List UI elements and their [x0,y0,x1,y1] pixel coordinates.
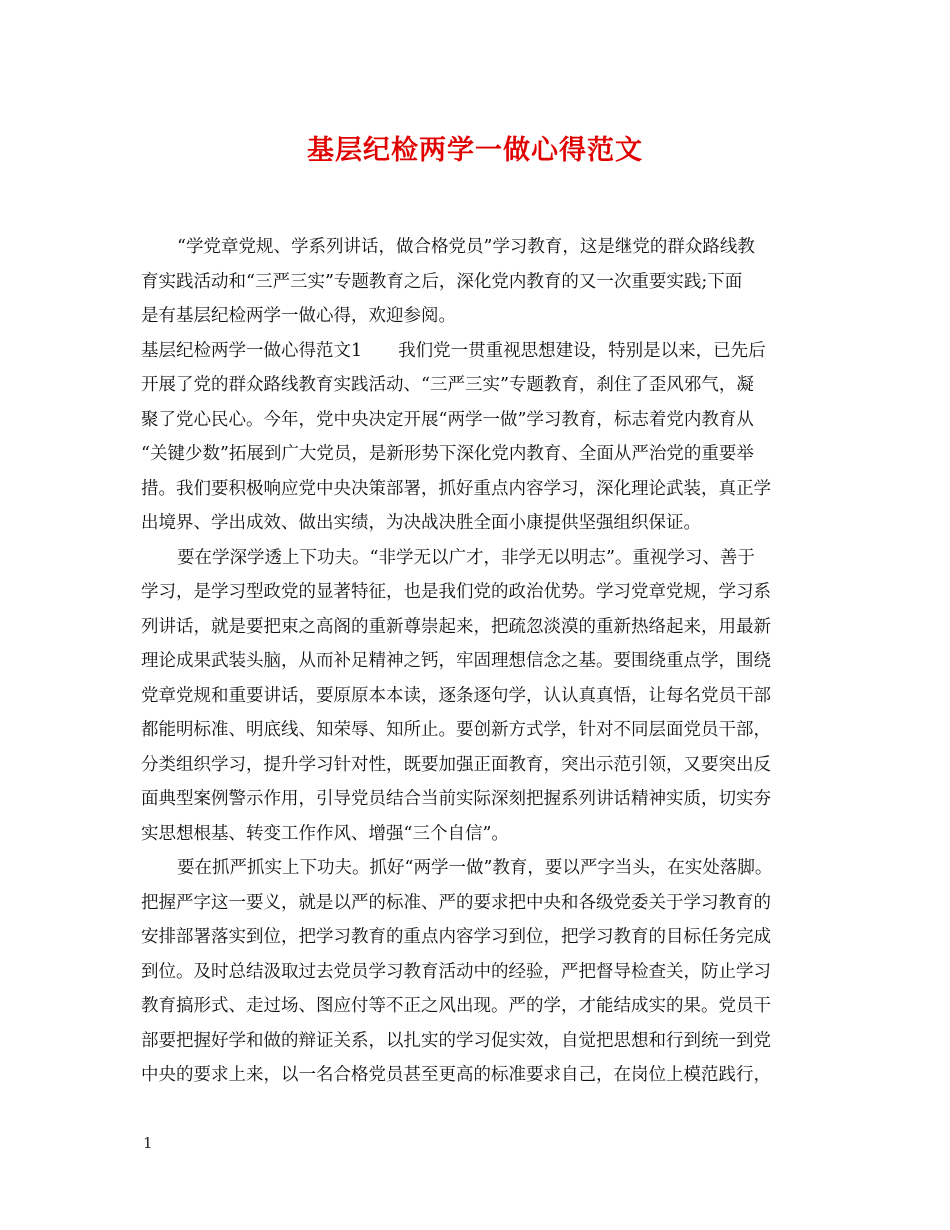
text-line: 中央的要求上来，以一名合格党员甚至更高的标准要求自己，在岗位上模范践行， [141,1065,771,1085]
document-body [141,230,841,1093]
text-line: 出境界、学出成效、做出实绩，为决战决胜全面小康提供坚强组织保证。 [141,513,701,533]
text-line: “关键少数”拓展到广大党员，是新形势下深化党内教育、全面从严治党的重要举 [141,444,754,464]
text-line: 教育搞形式、走过场、图应付等不正之风出现。严的学，才能结成实的果。党员干 [141,996,771,1016]
text-line: 要在学深学透上下功夫。“非学无以广才，非学无以明志”。重视学习、善于 [177,547,755,568]
text-line: 列讲话，就是要把束之高阁的重新尊崇起来，把疏忽淡漠的重新热络起来，用最新 [141,616,771,637]
text-line: 要在抓严抓实上下功夫。抓好“两学一做”教育，要以严字当头，在实处落脚。 [177,858,773,878]
text-line: 育实践活动和“三严三实”专题教育之后，深化党内教育的又一次重要实践;下面 [141,271,743,292]
text-line: 分类组织学习，提升学习针对性，既要加强正面教育，突出示范引领，又要突出反 [141,754,771,775]
text-line: 把握严字这一要义，就是以严的标准、严的要求把中央和各级党委关于学习教育的 [141,892,771,913]
section-heading: 基层纪检两学一做心得范文1 [141,340,363,361]
text-line: “学党章党规、学系列讲话，做合格党员”学习教育，这是继党的群众路线教 [177,237,755,257]
text-line: 到位。及时总结汲取过去党员学习教育活动中的经验，严把督导检查关，防止学习 [141,961,771,982]
text-line: 我们党一贯重视思想建设，特别是以来，已先后 [398,340,766,361]
page-number: 1 [143,1134,153,1152]
text-line: 部要把握好学和做的辩证关系，以扎实的学习促实效，自觉把思想和行到统一到党 [141,1030,771,1051]
text-line: 措。我们要积极响应党中央决策部署，抓好重点内容学习，深化理论武装，真正学 [141,478,771,499]
text-line: 面典型案例警示作用，引导党员结合当前实际深刻把握系列讲话精神实质，切实夯 [141,789,771,809]
text-line: 安排部署落实到位，把学习教育的重点内容学习到位，把学习教育的目标任务完成 [141,927,771,947]
text-line: 学习，是学习型政党的显著特征，也是我们党的政治优势。学习党章党规，学习系 [141,582,771,602]
text-line-with-heading [141,334,841,369]
text-line: 开展了党的群众路线教育实践活动、“三严三实”专题教育，刹住了歪风邪气，凝 [141,375,754,395]
text-line: 实思想根基、转变工作作风、增强“三个自信”。 [141,823,509,844]
text-line: 理论成果武装头脑，从而补足精神之钙，牢固理想信念之基。要围绕重点学，围绕 [141,651,771,671]
text-line: 都能明标准、明底线、知荣辱、知所止。要创新方式学，针对不同层面党员干部， [141,720,771,740]
text-line: 聚了党心民心。今年，党中央决定开展“两学一做”学习教育，标志着党内教育从 [141,409,754,430]
text-line: 是有基层纪检两学一做心得，欢迎参阅。 [141,306,456,326]
text-line: 党章党规和重要讲话，要原原本本读，逐条逐句学，认认真真悟，让每名党员干部 [141,685,771,706]
document-title: 基层纪检两学一做心得范文 [307,135,643,166]
